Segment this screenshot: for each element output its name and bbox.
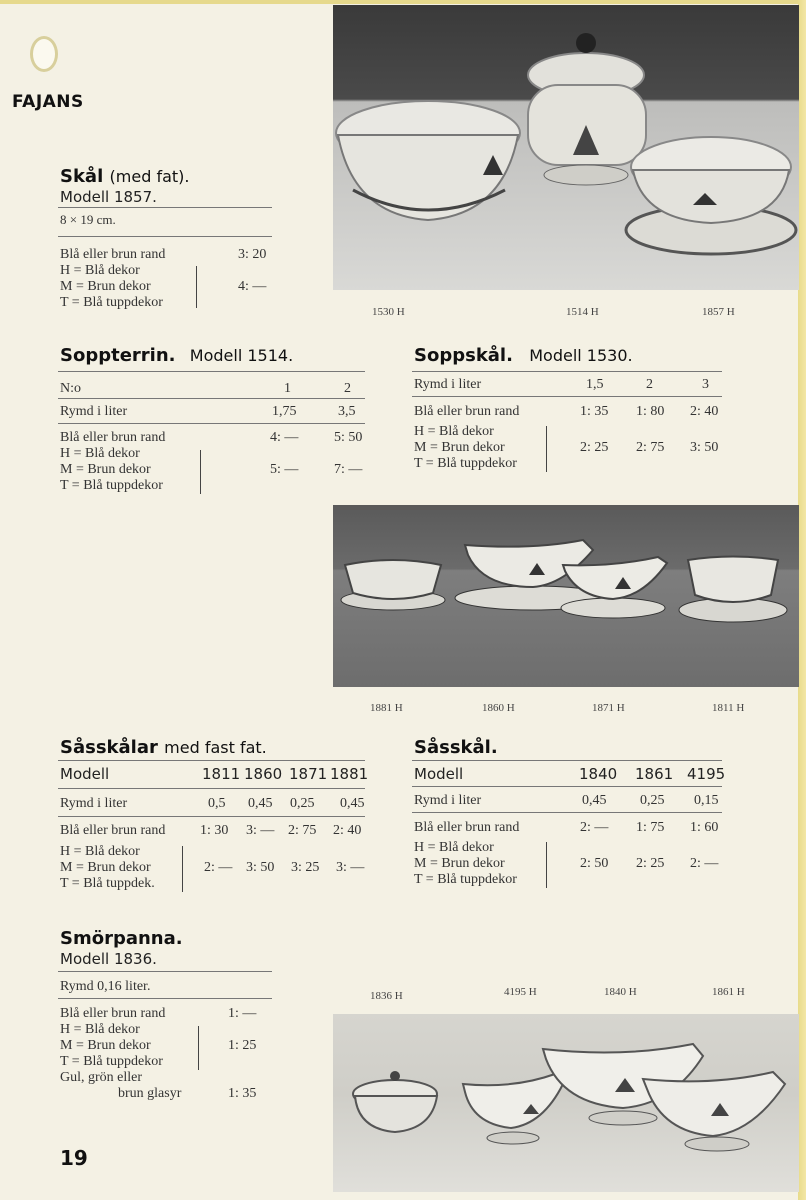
- soppterrin-price: 4: —: [270, 430, 299, 445]
- smorpanna-row-label: M = Brun dekor: [60, 1038, 151, 1053]
- divider: [58, 788, 365, 789]
- divider: [412, 812, 722, 813]
- sasskalar-capacity-col: 0,25: [290, 796, 315, 811]
- photo2-caption: 1811 H: [712, 702, 745, 714]
- photo-tableware-top: [333, 5, 799, 290]
- sasskal-price: 2: —: [580, 820, 609, 835]
- sasskal-header-col: 1840: [579, 765, 618, 783]
- smorpanna-title: Smörpanna.: [60, 928, 183, 949]
- section-title: FAJANS: [12, 92, 84, 112]
- skal-row-label: H = Blå dekor: [60, 263, 140, 278]
- soppterrin-price: 5: —: [270, 462, 299, 477]
- sasskal-row-label: H = Blå dekor: [414, 840, 494, 855]
- sasskalar-capacity-col: 0,5: [208, 796, 226, 811]
- photo2-caption: 1871 H: [592, 702, 625, 714]
- page-number: 19: [60, 1146, 88, 1170]
- smorpanna-price: 1: 25: [228, 1038, 257, 1053]
- soppterrin-header-label: N:o: [60, 381, 81, 396]
- soppskal-row-label: T = Blå tuppdekor: [414, 456, 517, 471]
- soppskal-row-label: Blå eller brun rand: [414, 404, 520, 419]
- photo3-caption: 1840 H: [604, 986, 637, 998]
- skal-model: Modell 1857.: [60, 188, 157, 206]
- page-edge-top: [0, 0, 806, 4]
- skal-row-label: M = Brun dekor: [60, 279, 151, 294]
- divider: [58, 971, 272, 972]
- sasskalar-header-col: 1860: [244, 765, 283, 783]
- soppterrin-header-col: 2: [344, 381, 351, 396]
- photo2-caption: 1860 H: [482, 702, 515, 714]
- soppterrin-row-label: M = Brun dekor: [60, 462, 151, 477]
- photo-sauceboats-bottom: [333, 1014, 799, 1192]
- soppterrin-model: Modell 1514.: [189, 346, 294, 365]
- smorpanna-row-label: T = Blå tuppdekor: [60, 1054, 163, 1069]
- smorpanna-price: 1: —: [228, 1006, 257, 1021]
- sasskal-header-col: 1861: [635, 765, 674, 783]
- soppskal-price: 1: 80: [636, 404, 665, 419]
- soppskal-row-label: M = Brun dekor: [414, 440, 505, 455]
- photo-sauceboats-bottom-art: [333, 1014, 799, 1192]
- soppskal-title-main: Soppskål.: [414, 345, 513, 366]
- soppterrin-row-label: H = Blå dekor: [60, 446, 140, 461]
- divider: [58, 998, 272, 999]
- sasskalar-title-suffix: med fast fat.: [164, 738, 267, 757]
- sasskal-capacity-col: 0,25: [640, 793, 665, 808]
- skal-size: 8 × 19 cm.: [60, 212, 116, 227]
- photo3-caption: 1861 H: [712, 986, 745, 998]
- sasskal-capacity-label: Rymd i liter: [414, 793, 482, 808]
- sasskalar-price: 1: 30: [200, 823, 229, 838]
- sasskalar-price: 3: 25: [291, 860, 320, 875]
- binder-hole: [30, 36, 58, 72]
- divider: [58, 207, 272, 208]
- sasskal-price: 2: 25: [636, 856, 665, 871]
- soppskal-price: 2: 40: [690, 404, 719, 419]
- soppterrin-row-label: Blå eller brun rand: [60, 430, 166, 445]
- sasskalar-price: 2: 75: [288, 823, 317, 838]
- sasskal-price: 1: 60: [690, 820, 719, 835]
- divider: [412, 786, 722, 787]
- bracket: [546, 842, 547, 888]
- soppskal-capacity-col: 1,5: [586, 377, 604, 392]
- skal-title-suffix: (med fat).: [109, 167, 190, 186]
- smorpanna-row-label: brun glasyr: [118, 1086, 182, 1101]
- sasskalar-price: 2: —: [204, 860, 233, 875]
- sasskalar-capacity-col: 0,45: [248, 796, 273, 811]
- sasskal-price: 2: 50: [580, 856, 609, 871]
- photo3-caption: 1836 H: [370, 990, 403, 1002]
- sasskal-capacity-col: 0,15: [694, 793, 719, 808]
- divider: [58, 371, 365, 372]
- soppterrin-header-col: 1: [284, 381, 291, 396]
- soppskal-price: 2: 25: [580, 440, 609, 455]
- sasskalar-price: 2: 40: [333, 823, 362, 838]
- photo3-caption: 4195 H: [504, 986, 537, 998]
- sasskalar-header-col: 1811: [202, 765, 241, 783]
- sasskalar-title-main: Såsskålar: [60, 737, 158, 758]
- bracket: [198, 1026, 199, 1070]
- smorpanna-row-label: Blå eller brun rand: [60, 1006, 166, 1021]
- skal-row-price: 4: —: [238, 279, 267, 294]
- bracket: [196, 266, 197, 308]
- skal-row-label: Blå eller brun rand: [60, 247, 166, 262]
- sasskalar-header-label: Modell: [60, 765, 110, 783]
- sasskal-row-label: M = Brun dekor: [414, 856, 505, 871]
- smorpanna-model: Modell 1836.: [60, 950, 157, 968]
- divider: [412, 760, 722, 761]
- photo2-caption: 1881 H: [370, 702, 403, 714]
- bracket: [200, 450, 201, 494]
- sasskal-price: 2: —: [690, 856, 719, 871]
- soppterrin-row-label: T = Blå tuppdekor: [60, 478, 163, 493]
- soppskal-price: 1: 35: [580, 404, 609, 419]
- soppterrin-capacity-label: Rymd i liter: [60, 404, 128, 419]
- smorpanna-price: 1: 35: [228, 1086, 257, 1101]
- sasskal-row-label: Blå eller brun rand: [414, 820, 520, 835]
- smorpanna-row-label: Gul, grön eller: [60, 1070, 143, 1085]
- sasskal-row-label: T = Blå tuppdekor: [414, 872, 517, 887]
- soppterrin-price: 7: —: [334, 462, 363, 477]
- divider: [58, 760, 365, 761]
- divider: [58, 236, 272, 237]
- smorpanna-row-label: H = Blå dekor: [60, 1022, 140, 1037]
- soppskal-title: [414, 345, 633, 366]
- sasskalar-header-col: 1881: [330, 765, 369, 783]
- sasskal-header-col: 4195: [687, 765, 726, 783]
- sasskalar-header-col: 1871: [289, 765, 328, 783]
- sasskal-price: 1: 75: [636, 820, 665, 835]
- bracket: [546, 426, 547, 472]
- soppterrin-capacity-col: 1,75: [272, 404, 297, 419]
- sasskal-header-label: Modell: [414, 765, 464, 783]
- sasskalar-price: 3: 50: [246, 860, 275, 875]
- divider: [58, 398, 365, 399]
- divider: [58, 423, 365, 424]
- sasskal-capacity-col: 0,45: [582, 793, 607, 808]
- photo-tableware-top-art: [333, 5, 799, 290]
- sasskalar-row-label: M = Brun dekor: [60, 860, 151, 875]
- soppterrin-title: [60, 345, 293, 366]
- skal-title: [60, 166, 190, 187]
- sasskal-title: Såsskål.: [414, 737, 498, 758]
- bracket: [182, 846, 183, 892]
- soppskal-price: 2: 75: [636, 440, 665, 455]
- soppskal-capacity-col: 3: [702, 377, 709, 392]
- sasskalar-row-label: H = Blå dekor: [60, 844, 140, 859]
- photo-sauceboats-middle: [333, 505, 799, 687]
- page-edge-right: [798, 0, 806, 1200]
- soppterrin-price: 5: 50: [334, 430, 363, 445]
- skal-row-price: 3: 20: [238, 247, 267, 262]
- skal-row-label: T = Blå tuppdekor: [60, 295, 163, 310]
- sasskalar-capacity-col: 0,45: [340, 796, 365, 811]
- sasskalar-capacity-label: Rymd i liter: [60, 796, 128, 811]
- sasskalar-price: 3: —: [336, 860, 365, 875]
- smorpanna-capacity: Rymd 0,16 liter.: [60, 979, 151, 994]
- soppskal-row-label: H = Blå dekor: [414, 424, 494, 439]
- soppterrin-title-main: Soppterrin.: [60, 345, 176, 366]
- photo-sauceboats-middle-art: [333, 505, 799, 687]
- soppskal-capacity-label: Rymd i liter: [414, 377, 482, 392]
- photo1-caption: 1530 H: [372, 306, 405, 318]
- divider: [412, 396, 722, 397]
- sasskalar-row-label: T = Blå tuppdek.: [60, 876, 155, 891]
- soppterrin-capacity-col: 3,5: [338, 404, 356, 419]
- divider: [412, 371, 722, 372]
- photo1-caption: 1857 H: [702, 306, 735, 318]
- soppskal-capacity-col: 2: [646, 377, 653, 392]
- divider: [58, 816, 365, 817]
- sasskalar-row-label: Blå eller brun rand: [60, 823, 166, 838]
- skal-title-main: Skål: [60, 166, 104, 187]
- soppskal-price: 3: 50: [690, 440, 719, 455]
- sasskalar-price: 3: —: [246, 823, 275, 838]
- sasskalar-title: [60, 737, 267, 758]
- soppskal-model: Modell 1530.: [529, 346, 633, 365]
- photo1-caption: 1514 H: [566, 306, 599, 318]
